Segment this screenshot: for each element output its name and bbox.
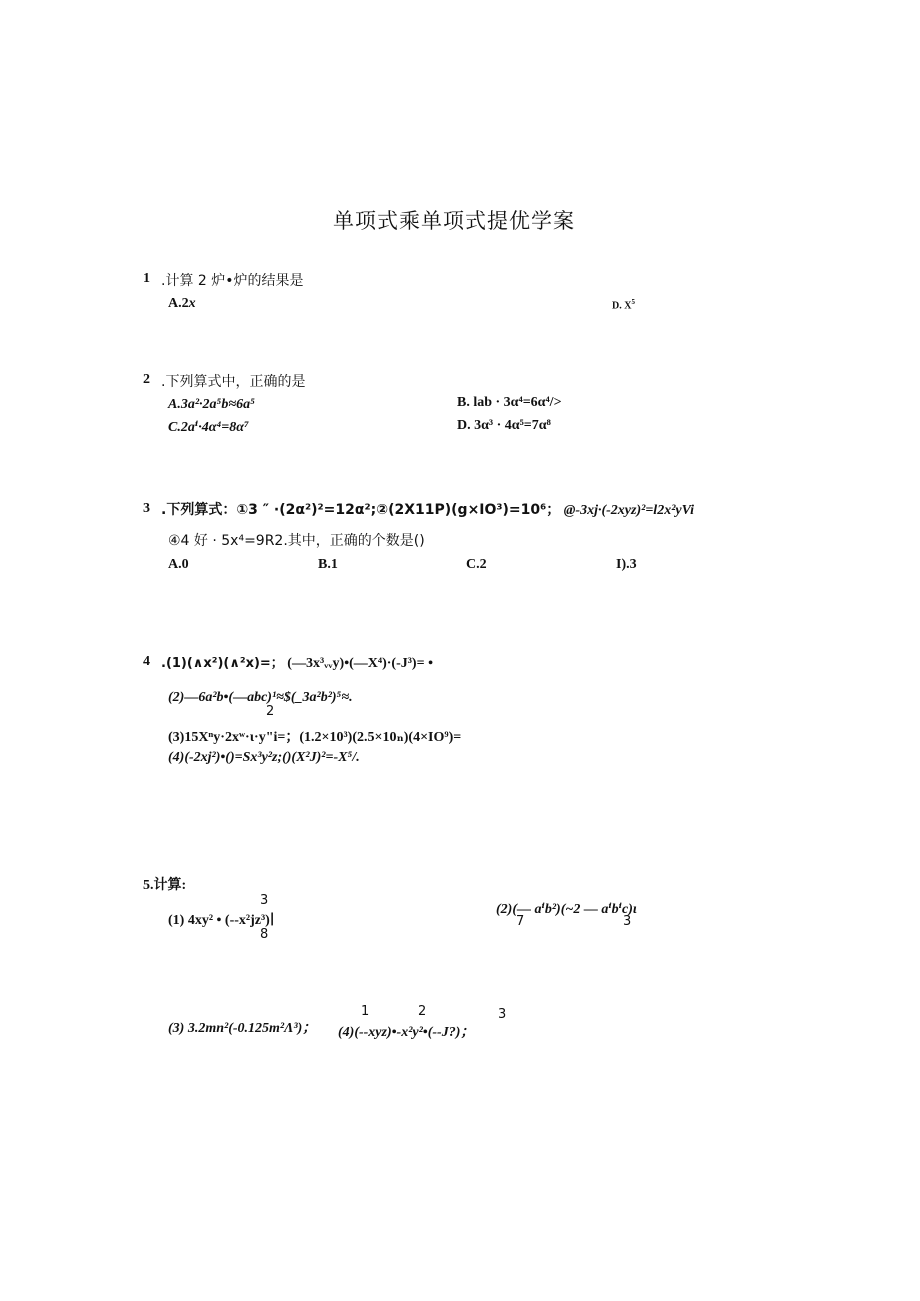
q5-p4-top-digit-3: 3: [498, 1007, 507, 1022]
q4-line2-subscript: 2: [266, 704, 275, 719]
q3-option-b: B.1: [318, 557, 338, 572]
q1-stem: .计算 2 炉•炉的结果是: [161, 273, 304, 289]
q3-line1: .下列算式：①3 ″ ·(2α²)²=12α²;②(2X11P)(g×IO³)=10⁶； @-3xj·(-2xyz)²=l2x²yVi: [161, 502, 695, 518]
q2-number: 2: [143, 372, 150, 387]
q5-part4: (4)(--xyz)•-x²y²•(--J?)；: [338, 1025, 475, 1040]
q2-option-d: D. 3α³ · 4α⁵=7α⁸: [457, 418, 551, 433]
q5-p4-top-digit-1: 1: [361, 1004, 370, 1019]
q2-option-b: B. lab · 3α⁴=6α⁴/>: [457, 395, 562, 410]
q1-option-d: D. $X^5$: [612, 298, 635, 312]
q5-heading: 5.计算:: [143, 878, 187, 893]
q5-part2: (2)(— aⁱb²)(~2 — aⁱbⁱc)ι: [496, 902, 637, 917]
q2-stem: .下列算式中，正确的是: [161, 374, 306, 390]
q1-option-a: A.2x: [168, 296, 196, 311]
page-title: 单项式乘单项式提优学案: [333, 209, 575, 233]
q4-line2: (2)—6a²b•(—abc)¹≈$(_3a²b²)⁵≈.: [168, 690, 353, 705]
q1-number: 1: [143, 271, 150, 286]
q3-option-a: A.0: [168, 557, 189, 572]
q4-line3: (3)15Xⁿy·2xʷ·ι·y"i=；(1.2×10³)(2.5×10ₙ)(4×IO⁹)=: [168, 730, 462, 745]
q5-p1-top-digit: 3: [260, 893, 269, 908]
q5-part3: (3) 3.2mn²(-0.125m²Λ³)；: [168, 1021, 317, 1036]
q3-option-d: I).3: [616, 557, 637, 572]
q3-line2: ④4 好 · 5x⁴=9R2.其中，正确的个数是(): [168, 533, 425, 549]
q4-line4: (4)(-2xj²)•()=Sx³y²z;()(X²J)²=-X⁵/.: [168, 750, 360, 765]
q2-option-c: C.2aⁱ·4α⁴=8α⁷: [168, 420, 249, 435]
q5-p2-bottom-digit-1: 7: [516, 914, 525, 929]
q4-number: 4: [143, 654, 150, 669]
q3-number: 3: [143, 501, 150, 516]
q5-part1: (1) 4xy² • (--x²jz³)∣: [168, 913, 275, 928]
q5-p2-bottom-digit-2: 3: [623, 914, 632, 929]
q5-p4-top-digit-2: 2: [418, 1004, 427, 1019]
q5-p1-bottom-digit: 8: [260, 927, 269, 942]
q4-line1: .(1)(∧x²)(∧²x)=； (—3x³ᵥᵥy)•(—X⁴)·(-J³)= •: [161, 656, 433, 671]
q2-option-a: A.3a²·2a⁵b≈6a⁵: [168, 397, 255, 412]
q3-option-c: C.2: [466, 557, 487, 572]
